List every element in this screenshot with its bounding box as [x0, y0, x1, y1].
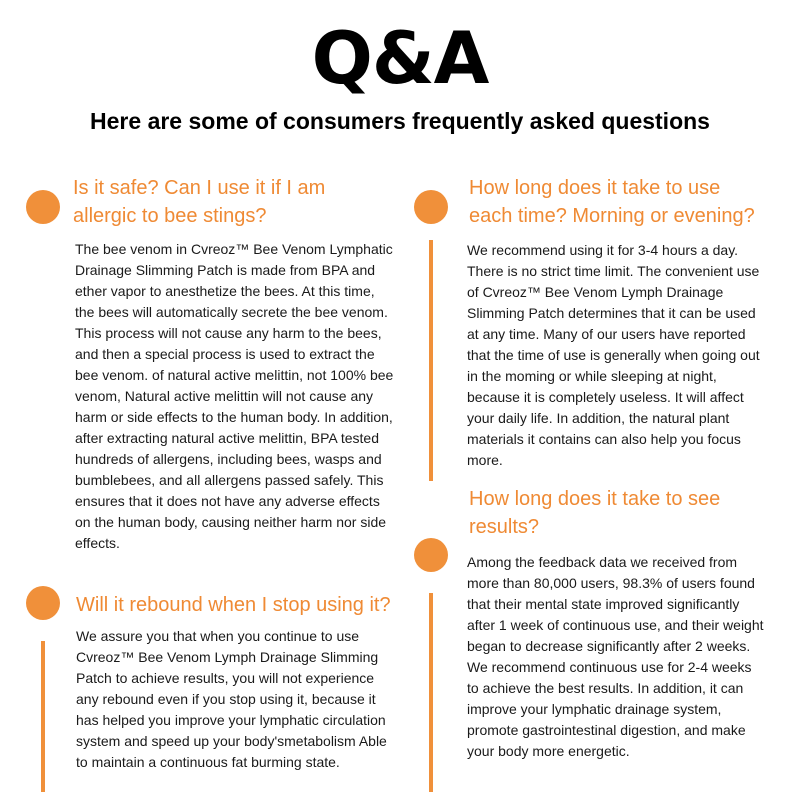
page-subtitle: Here are some of consumers frequently asked questions: [90, 108, 710, 134]
accent-line: [41, 641, 45, 792]
bullet-dot-icon: [414, 538, 448, 572]
bullet-dot-icon: [26, 190, 60, 224]
bullet-dot-icon: [414, 190, 448, 224]
faq-answer: We assure you that when you continue to use Cvreoz™ Bee Venom Lymph Drainage Slimming Patch to achieve results, you will not experience any rebound even if you stop using it, because it has helped you improve your lymphatic circulation system and speed up your body'smetabolism Able to maintain a continuous fat burming state.: [76, 628, 387, 770]
faq-answer: The bee venom in Cvreoz™ Bee Venom Lymphatic Drainage Slimming Patch is made from BPA and ether vapor to anesthetize the bees. At this time, the bees will automatically secrete the bee venom. This process will not cause any harm to the bees, and then a special process is used to extract the bee venom. of natural active melittin, not 100% bee venom, Natural active melittin will not cause any harm or side effects to the human body. In addition, after extracting natural active melittin, BPA tested hundreds of allergens, including bees, wasps and bumblebees, and all allergens passed safely. This ensures that it does not have any adverse effects on the human body, causing neither harm nor side effects.: [75, 241, 394, 551]
faq-question: Is it safe? Can I use it if I am allergic to bee stings?: [73, 177, 326, 227]
bullet-dot-icon: [26, 586, 60, 620]
faq-question: Will it rebound when I stop using it?: [76, 594, 391, 616]
faq-answer: Among the feedback data we received from more than 80,000 users, 98.3% of users found that their mental state improved significantly after 1 week of continuous use, and their weight began to decrease significantly after 2 weeks. We recommend continuous use for 2-4 weeks to achieve the best results. In addition, it can improve your lymphatic drainage system, promote gastrointestinal digestion, and make your body more energetic.: [467, 554, 764, 759]
faq-answer: We recommend using it for 3-4 hours a day. There is no strict time limit. The convenient use of Cvreoz™ Bee Venom Lymph Drainage Slimming Patch determines that it can be used at any time. Many of our users have reported that the time of use is generally when going out in the moming or while sleeping at night, because it is completely useless. It will affect your daily life. In addition, the natural plant materials it contains can also help you focus more.: [467, 242, 760, 468]
accent-line: [429, 593, 433, 792]
accent-line: [429, 240, 433, 481]
page-title: Q&A: [311, 16, 489, 100]
faq-question: How long does it take to use each time? Morning or evening?: [469, 177, 755, 227]
faq-question: How long does it take to see results?: [469, 488, 721, 538]
